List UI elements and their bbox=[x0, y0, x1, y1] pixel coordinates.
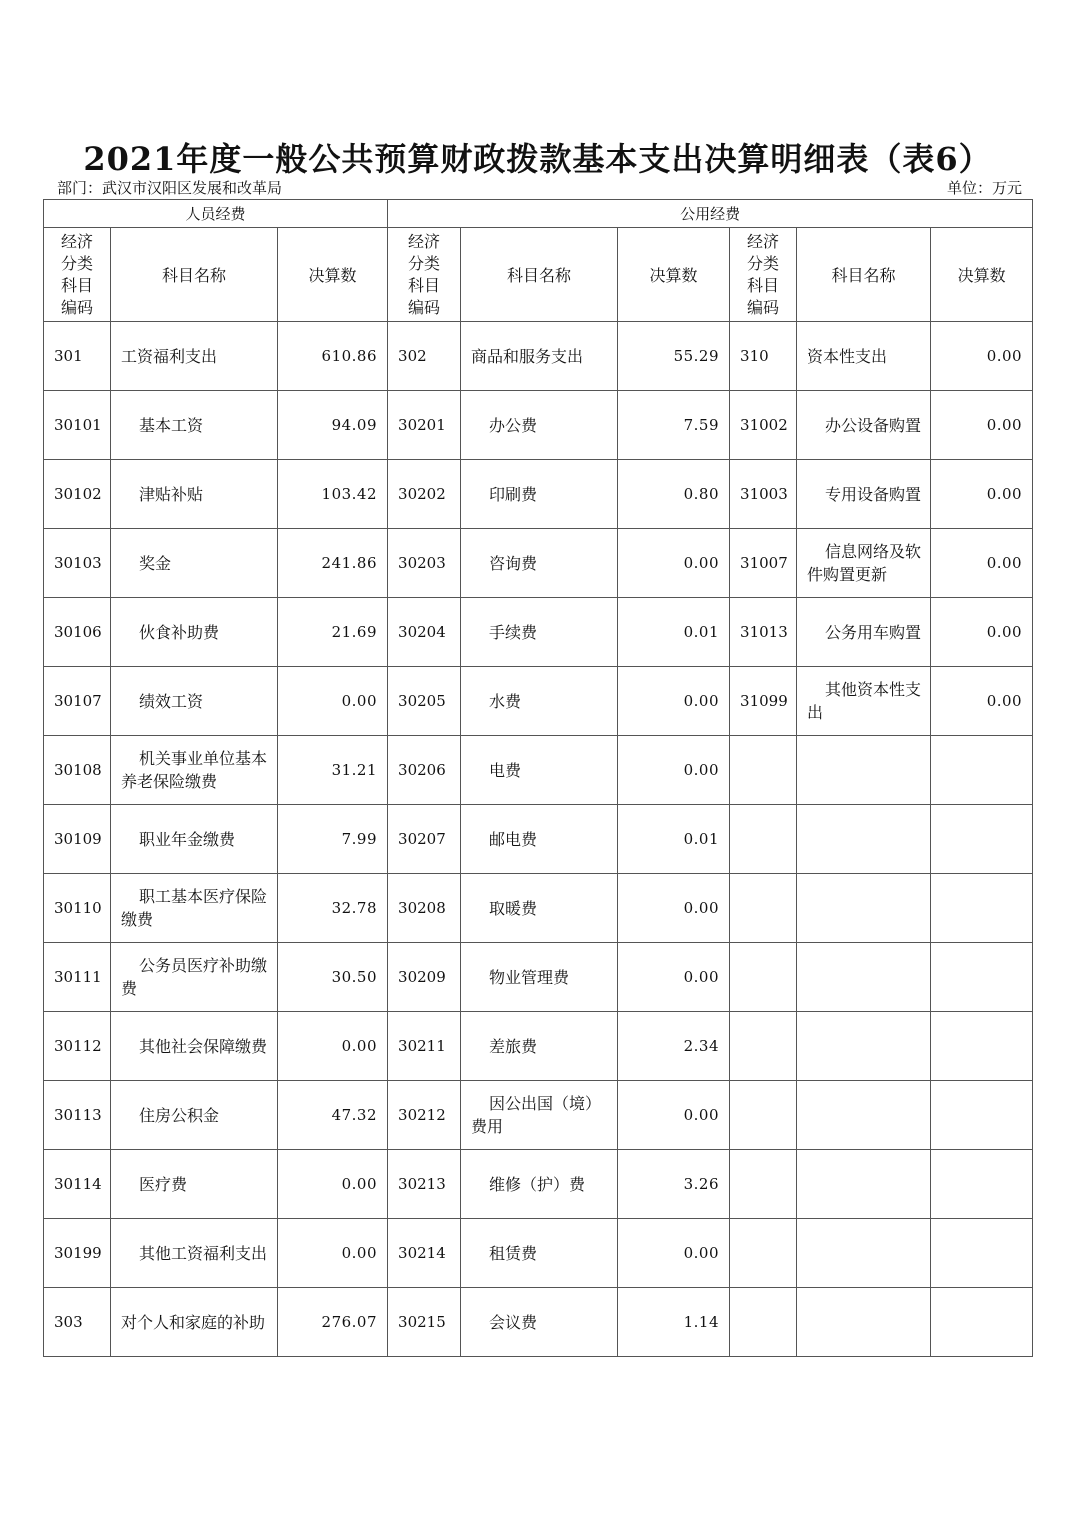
capital-name-cell bbox=[797, 1150, 931, 1219]
personnel-amount-cell: 0.00 bbox=[278, 1150, 388, 1219]
capital-amount-cell bbox=[931, 1081, 1033, 1150]
table-row bbox=[44, 1012, 1033, 1081]
public-goods-code-cell: 30204 bbox=[388, 598, 461, 667]
header-amount: 决算数 bbox=[618, 228, 730, 322]
personnel-code-cell: 30108 bbox=[44, 736, 111, 805]
public-goods-code-cell: 30209 bbox=[388, 943, 461, 1012]
public-goods-amount-cell: 0.00 bbox=[618, 1219, 730, 1288]
personnel-name-text: 基本工资 bbox=[139, 415, 204, 435]
public-goods-name-text: 商品和服务支出 bbox=[471, 346, 584, 366]
capital-name-cell bbox=[797, 667, 931, 736]
table-body bbox=[44, 200, 1033, 1357]
capital-amount-cell: 0.00 bbox=[931, 322, 1033, 391]
personnel-name-text: 绩效工资 bbox=[139, 691, 204, 711]
personnel-name-cell bbox=[111, 874, 278, 943]
capital-name-cell bbox=[797, 736, 931, 805]
personnel-amount-cell: 7.99 bbox=[278, 805, 388, 874]
table-row bbox=[44, 1219, 1033, 1288]
personnel-code-cell: 301 bbox=[44, 322, 111, 391]
personnel-name-cell bbox=[111, 391, 278, 460]
personnel-code-cell: 30111 bbox=[44, 943, 111, 1012]
public-goods-code-cell: 30211 bbox=[388, 1012, 461, 1081]
personnel-code-cell: 30114 bbox=[44, 1150, 111, 1219]
public-goods-code-cell: 30202 bbox=[388, 460, 461, 529]
public-goods-name-cell bbox=[461, 874, 618, 943]
personnel-name-text: 机关事业单位基本养老保险缴费 bbox=[121, 749, 268, 791]
public-goods-name-text: 印刷费 bbox=[489, 484, 538, 504]
personnel-amount-cell: 47.32 bbox=[278, 1081, 388, 1150]
department-label: 部门：武汉市汉阳区发展和改革局 bbox=[57, 179, 283, 197]
capital-amount-cell bbox=[931, 874, 1033, 943]
capital-name-cell bbox=[797, 322, 931, 391]
personnel-name-text: 公务员医疗补助缴费 bbox=[121, 956, 268, 998]
public-goods-code-cell: 30206 bbox=[388, 736, 461, 805]
capital-name-text: 信息网络及软件购置更新 bbox=[807, 542, 922, 584]
public-goods-amount-cell: 0.00 bbox=[618, 1081, 730, 1150]
public-goods-name-text: 物业管理费 bbox=[489, 967, 570, 987]
header-code bbox=[730, 228, 797, 322]
public-goods-name-cell bbox=[461, 805, 618, 874]
header-name: 科目名称 bbox=[797, 228, 931, 322]
public-goods-amount-cell: 0.00 bbox=[618, 874, 730, 943]
public-goods-amount-cell: 0.01 bbox=[618, 805, 730, 874]
public-goods-amount-cell: 0.00 bbox=[618, 667, 730, 736]
table-row bbox=[44, 598, 1033, 667]
personnel-name-cell bbox=[111, 1012, 278, 1081]
public-goods-name-text: 因公出国（境）费用 bbox=[471, 1094, 602, 1136]
personnel-code-cell: 30109 bbox=[44, 805, 111, 874]
public-goods-name-text: 会议费 bbox=[489, 1312, 538, 1332]
public-goods-name-cell bbox=[461, 943, 618, 1012]
personnel-name-cell bbox=[111, 529, 278, 598]
public-goods-name-text: 差旅费 bbox=[489, 1036, 538, 1056]
capital-amount-cell: 0.00 bbox=[931, 667, 1033, 736]
public-goods-code-cell: 30205 bbox=[388, 667, 461, 736]
capital-code-cell bbox=[730, 805, 797, 874]
personnel-code-cell: 30112 bbox=[44, 1012, 111, 1081]
capital-name-text: 资本性支出 bbox=[807, 346, 888, 366]
personnel-name-text: 对个人和家庭的补助 bbox=[121, 1312, 266, 1332]
table-row bbox=[44, 1081, 1033, 1150]
capital-code-cell: 31007 bbox=[730, 529, 797, 598]
header-name: 科目名称 bbox=[111, 228, 278, 322]
capital-amount-cell bbox=[931, 1219, 1033, 1288]
table-row bbox=[44, 391, 1033, 460]
personnel-name-text: 津贴补贴 bbox=[139, 484, 204, 504]
table-row bbox=[44, 943, 1033, 1012]
personnel-amount-cell: 0.00 bbox=[278, 667, 388, 736]
public-goods-code-cell: 30215 bbox=[388, 1288, 461, 1357]
personnel-name-cell bbox=[111, 460, 278, 529]
capital-name-text: 公务用车购置 bbox=[825, 622, 922, 642]
capital-name-cell bbox=[797, 874, 931, 943]
personnel-amount-cell: 241.86 bbox=[278, 529, 388, 598]
capital-code-cell bbox=[730, 736, 797, 805]
table-row bbox=[44, 322, 1033, 391]
public-goods-amount-cell: 1.14 bbox=[618, 1288, 730, 1357]
public-goods-name-cell bbox=[461, 391, 618, 460]
public-goods-code-cell: 30207 bbox=[388, 805, 461, 874]
public-goods-amount-cell: 0.80 bbox=[618, 460, 730, 529]
public-goods-name-text: 取暖费 bbox=[489, 898, 538, 918]
capital-amount-cell bbox=[931, 1150, 1033, 1219]
header-code-text: 经济 分类 科目 编码 bbox=[60, 231, 93, 317]
header-name: 科目名称 bbox=[461, 228, 618, 322]
public-goods-amount-cell: 7.59 bbox=[618, 391, 730, 460]
column-header-row bbox=[44, 228, 1033, 322]
public-goods-code-cell: 30208 bbox=[388, 874, 461, 943]
capital-amount-cell bbox=[931, 805, 1033, 874]
personnel-name-cell bbox=[111, 943, 278, 1012]
personnel-amount-cell: 103.42 bbox=[278, 460, 388, 529]
public-goods-name-text: 租赁费 bbox=[489, 1243, 538, 1263]
table-row bbox=[44, 736, 1033, 805]
capital-name-cell bbox=[797, 1219, 931, 1288]
capital-name-cell bbox=[797, 460, 931, 529]
capital-code-cell bbox=[730, 943, 797, 1012]
capital-code-cell: 310 bbox=[730, 322, 797, 391]
personnel-amount-cell: 0.00 bbox=[278, 1219, 388, 1288]
personnel-name-cell bbox=[111, 1081, 278, 1150]
public-goods-code-cell: 302 bbox=[388, 322, 461, 391]
capital-amount-cell: 0.00 bbox=[931, 460, 1033, 529]
personnel-name-text: 工资福利支出 bbox=[121, 346, 218, 366]
capital-name-cell bbox=[797, 529, 931, 598]
public-goods-name-cell bbox=[461, 1219, 618, 1288]
public-goods-name-cell bbox=[461, 667, 618, 736]
personnel-name-cell bbox=[111, 1150, 278, 1219]
table-row bbox=[44, 1288, 1033, 1357]
public-goods-name-cell bbox=[461, 1288, 618, 1357]
public-goods-amount-cell: 0.01 bbox=[618, 598, 730, 667]
capital-amount-cell: 0.00 bbox=[931, 391, 1033, 460]
header-code bbox=[44, 228, 111, 322]
table-row bbox=[44, 529, 1033, 598]
header-amount: 决算数 bbox=[931, 228, 1033, 322]
personnel-amount-cell: 276.07 bbox=[278, 1288, 388, 1357]
public-goods-amount-cell: 0.00 bbox=[618, 943, 730, 1012]
capital-name-cell bbox=[797, 598, 931, 667]
personnel-name-cell bbox=[111, 598, 278, 667]
table-row bbox=[44, 667, 1033, 736]
personnel-code-cell: 30103 bbox=[44, 529, 111, 598]
public-goods-name-cell bbox=[461, 1150, 618, 1219]
personnel-code-cell: 30106 bbox=[44, 598, 111, 667]
public-goods-amount-cell: 2.34 bbox=[618, 1012, 730, 1081]
personnel-code-cell: 30110 bbox=[44, 874, 111, 943]
personnel-name-text: 住房公积金 bbox=[139, 1105, 220, 1125]
personnel-code-cell: 303 bbox=[44, 1288, 111, 1357]
personnel-code-cell: 30107 bbox=[44, 667, 111, 736]
personnel-name-cell bbox=[111, 736, 278, 805]
personnel-amount-cell: 30.50 bbox=[278, 943, 388, 1012]
personnel-amount-cell: 0.00 bbox=[278, 1012, 388, 1081]
header-code-text: 经济 分类 科目 编码 bbox=[408, 231, 441, 317]
public-goods-name-text: 办公费 bbox=[489, 415, 538, 435]
expenditure-table bbox=[43, 199, 1033, 1357]
personnel-name-text: 其他社会保障缴费 bbox=[139, 1036, 268, 1056]
capital-amount-cell: 0.00 bbox=[931, 529, 1033, 598]
capital-code-cell bbox=[730, 1219, 797, 1288]
public-goods-name-cell bbox=[461, 1081, 618, 1150]
public-goods-name-text: 邮电费 bbox=[489, 829, 538, 849]
public-goods-amount-cell: 0.00 bbox=[618, 529, 730, 598]
capital-code-cell bbox=[730, 1150, 797, 1219]
capital-code-cell bbox=[730, 1081, 797, 1150]
public-goods-code-cell: 30201 bbox=[388, 391, 461, 460]
group-personnel: 人员经费 bbox=[44, 200, 388, 228]
capital-code-cell bbox=[730, 874, 797, 943]
public-goods-name-cell bbox=[461, 1012, 618, 1081]
header-code-text: 经济 分类 科目 编码 bbox=[747, 231, 780, 317]
personnel-name-cell bbox=[111, 322, 278, 391]
table-row bbox=[44, 1150, 1033, 1219]
personnel-name-cell bbox=[111, 1219, 278, 1288]
public-goods-amount-cell: 55.29 bbox=[618, 322, 730, 391]
public-goods-code-cell: 30203 bbox=[388, 529, 461, 598]
capital-name-text: 专用设备购置 bbox=[825, 484, 922, 504]
public-goods-code-cell: 30214 bbox=[388, 1219, 461, 1288]
public-goods-code-cell: 30213 bbox=[388, 1150, 461, 1219]
capital-amount-cell bbox=[931, 1012, 1033, 1081]
capital-code-cell: 31003 bbox=[730, 460, 797, 529]
capital-name-text: 其他资本性支出 bbox=[807, 680, 922, 722]
capital-amount-cell bbox=[931, 1288, 1033, 1357]
capital-name-cell bbox=[797, 1081, 931, 1150]
capital-amount-cell bbox=[931, 736, 1033, 805]
public-goods-name-cell bbox=[461, 529, 618, 598]
personnel-name-text: 职业年金缴费 bbox=[139, 829, 236, 849]
personnel-code-cell: 30102 bbox=[44, 460, 111, 529]
capital-amount-cell bbox=[931, 943, 1033, 1012]
public-goods-amount-cell: 0.00 bbox=[618, 736, 730, 805]
capital-amount-cell: 0.00 bbox=[931, 598, 1033, 667]
public-goods-name-cell bbox=[461, 736, 618, 805]
public-goods-code-cell: 30212 bbox=[388, 1081, 461, 1150]
public-goods-name-text: 电费 bbox=[489, 760, 522, 780]
public-goods-name-text: 手续费 bbox=[489, 622, 538, 642]
header-code bbox=[388, 228, 461, 322]
group-header-row bbox=[44, 200, 1033, 228]
personnel-name-text: 奖金 bbox=[139, 553, 172, 573]
personnel-code-cell: 30113 bbox=[44, 1081, 111, 1150]
table-row bbox=[44, 805, 1033, 874]
public-goods-name-cell bbox=[461, 598, 618, 667]
personnel-amount-cell: 31.21 bbox=[278, 736, 388, 805]
capital-code-cell: 31013 bbox=[730, 598, 797, 667]
personnel-name-cell bbox=[111, 805, 278, 874]
page-title: 2021年度一般公共预算财政拨款基本支出决算明细表（表6） bbox=[83, 140, 992, 178]
personnel-name-text: 职工基本医疗保险缴费 bbox=[121, 887, 268, 929]
capital-name-cell bbox=[797, 943, 931, 1012]
capital-name-cell bbox=[797, 1288, 931, 1357]
personnel-amount-cell: 610.86 bbox=[278, 322, 388, 391]
header-amount: 决算数 bbox=[278, 228, 388, 322]
personnel-amount-cell: 94.09 bbox=[278, 391, 388, 460]
capital-name-cell bbox=[797, 391, 931, 460]
personnel-name-cell bbox=[111, 667, 278, 736]
personnel-code-cell: 30199 bbox=[44, 1219, 111, 1288]
personnel-name-text: 伙食补助费 bbox=[139, 622, 220, 642]
public-goods-name-text: 维修（护）费 bbox=[489, 1174, 586, 1194]
public-goods-name-text: 咨询费 bbox=[489, 553, 538, 573]
personnel-name-cell bbox=[111, 1288, 278, 1357]
personnel-code-cell: 30101 bbox=[44, 391, 111, 460]
capital-code-cell bbox=[730, 1288, 797, 1357]
public-goods-name-cell bbox=[461, 460, 618, 529]
capital-code-cell bbox=[730, 1012, 797, 1081]
group-public: 公用经费 bbox=[388, 200, 1033, 228]
capital-code-cell: 31099 bbox=[730, 667, 797, 736]
capital-name-text: 办公设备购置 bbox=[825, 415, 922, 435]
personnel-name-text: 其他工资福利支出 bbox=[139, 1243, 268, 1263]
capital-name-cell bbox=[797, 1012, 931, 1081]
capital-name-cell bbox=[797, 805, 931, 874]
personnel-amount-cell: 32.78 bbox=[278, 874, 388, 943]
table-row bbox=[44, 460, 1033, 529]
unit-label: 单位：万元 bbox=[946, 179, 1022, 197]
public-goods-name-text: 水费 bbox=[489, 691, 522, 711]
personnel-amount-cell: 21.69 bbox=[278, 598, 388, 667]
public-goods-name-cell bbox=[461, 322, 618, 391]
capital-code-cell: 31002 bbox=[730, 391, 797, 460]
personnel-name-text: 医疗费 bbox=[139, 1174, 188, 1194]
table-row bbox=[44, 874, 1033, 943]
public-goods-amount-cell: 3.26 bbox=[618, 1150, 730, 1219]
